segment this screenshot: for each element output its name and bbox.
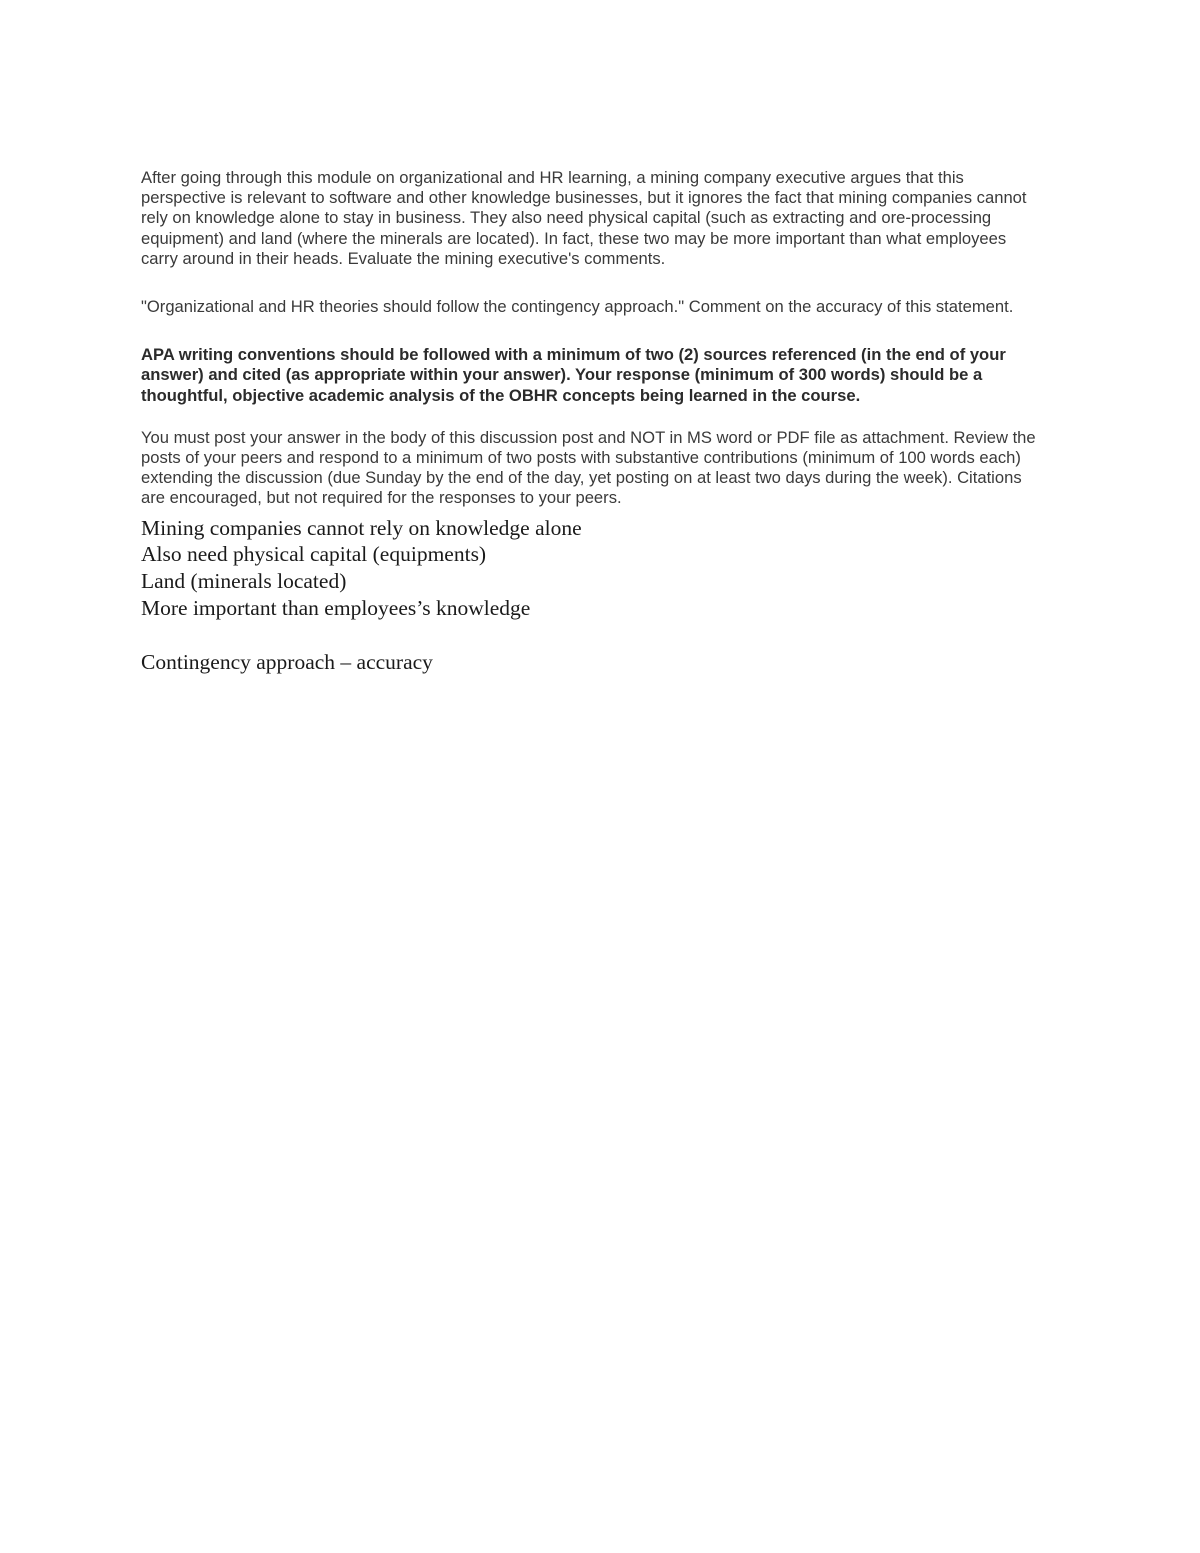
note-line-1: Mining companies cannot rely on knowledge alone <box>141 515 582 540</box>
prompt-paragraph-contingency: "Organizational and HR theories should follow the contingency approach." Comment on the accuracy of this statement. <box>141 297 1014 317</box>
posting-instructions-paragraph: You must post your answer in the body of this discussion post and NOT in MS word or PDF file as attachment. Review the posts of your peers and respond to a minimum of two posts with substantive contributions (minimum of 100 words each) extending the discussion (due Sunday by the end of the day, yet posting on at least two days during the week). Citations are encouraged, but not required for the responses to your peers. <box>141 427 1036 508</box>
note-line-contingency: Contingency approach – accuracy <box>141 649 433 674</box>
notes-spacer <box>141 622 1046 649</box>
note-line-4: More important than employees’s knowledge <box>141 596 531 621</box>
apa-requirements-paragraph: APA writing conventions should be followed with a minimum of two (2) sources referenced (in the end of your answer) and cited (as appropriate within your answer). Your response (minimum of 300 words) should be a thoughtful, objective academic analysis of the OBHR concepts being learned in the course. <box>141 345 1006 405</box>
note-line-3: Land (minerals located) <box>141 569 347 594</box>
handwritten-notes <box>141 515 1046 676</box>
document-content <box>141 168 1046 676</box>
prompt-paragraph-mining: After going through this module on organizational and HR learning, a mining company executive argues that this perspective is relevant to software and other knowledge businesses, but it ignores the fact that mining companies cannot rely on knowledge alone to stay in business. They also need physical capital (such as extracting and ore-processing equipment) and land (where the minerals are located). In fact, these two may be more important than what employees carry around in their heads. Evaluate the mining executive's comments. <box>141 168 1027 268</box>
note-line-2: Also need physical capital (equipments) <box>141 542 487 567</box>
